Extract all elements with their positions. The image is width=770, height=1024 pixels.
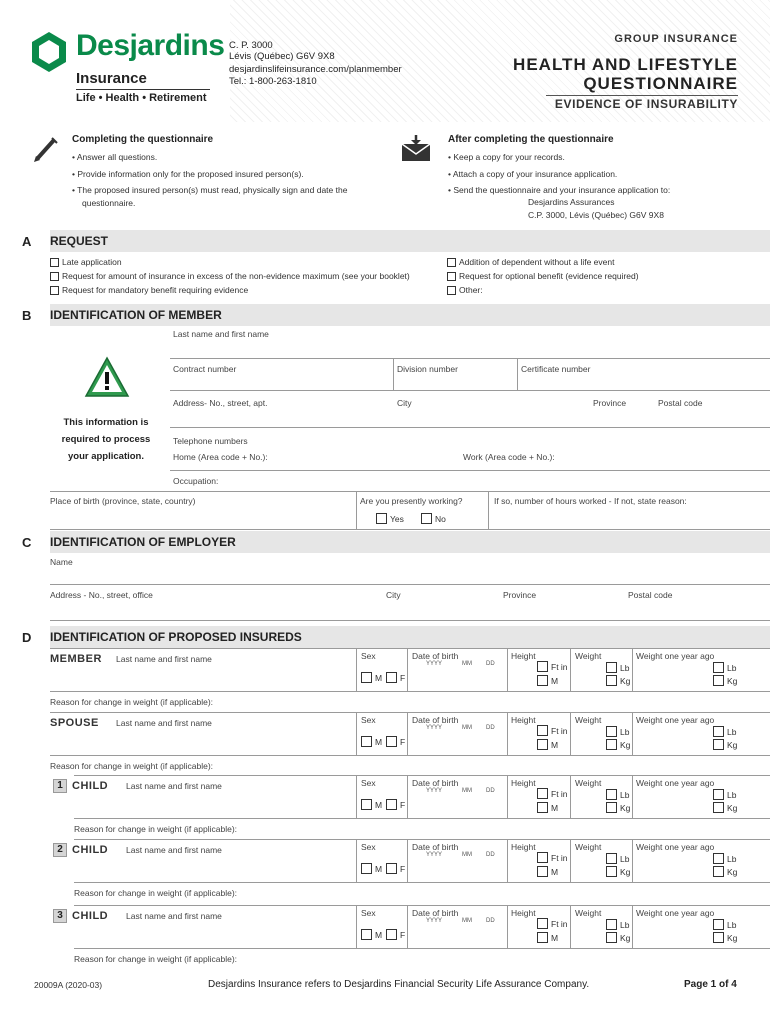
working-no-checkbox[interactable]: [421, 513, 432, 524]
insured-relation: CHILD: [72, 844, 109, 856]
height-metre-checkbox[interactable]: [537, 932, 548, 943]
divider: [74, 818, 770, 819]
divider: [407, 648, 408, 691]
dob-year-label: YYYY: [426, 852, 443, 858]
warning-text: This information is required to process your application.: [61, 417, 151, 462]
insured-name-label: Last name and first name: [116, 718, 212, 728]
section-d-letter: D: [22, 630, 32, 645]
height-ftin-checkbox[interactable]: [537, 661, 548, 672]
insured-relation: CHILD: [72, 910, 109, 922]
optional-benefit-checkbox[interactable]: [447, 272, 456, 281]
address-label: Address- No., street, apt.: [173, 398, 268, 408]
dob-year-label: YYYY: [426, 725, 443, 731]
height-metre-checkbox[interactable]: [537, 739, 548, 750]
divider: [517, 358, 518, 390]
envelope-icon: [400, 134, 432, 162]
dob-day-label: DD: [486, 788, 495, 794]
divider: [50, 529, 770, 530]
sex-male-checkbox[interactable]: [361, 672, 372, 683]
other-checkbox[interactable]: [447, 286, 456, 295]
employer-province-label: Province: [503, 590, 537, 600]
divider: [632, 648, 633, 691]
logo-name: Desjardins: [76, 29, 225, 62]
division-label: Division number: [397, 364, 458, 374]
weight-label: Weight: [575, 651, 602, 661]
weight-ago-lb-option[interactable]: Lb: [713, 853, 736, 864]
excess-amount-checkbox[interactable]: [50, 272, 59, 281]
divider: [507, 905, 508, 948]
divider: [632, 775, 633, 818]
divider: [407, 712, 408, 755]
weight-ago-kg-option[interactable]: Kg: [713, 932, 737, 943]
divider: [570, 712, 571, 755]
sex-male-checkbox[interactable]: [361, 799, 372, 810]
sex-female-checkbox[interactable]: [386, 863, 397, 874]
height-metre-option[interactable]: M: [537, 866, 558, 877]
divider: [407, 905, 408, 948]
child-number-badge: 3: [53, 909, 67, 923]
completing-item-1: • Answer all questions.: [72, 152, 158, 162]
divider: [507, 839, 508, 882]
dob-label: Date of birth: [412, 651, 459, 661]
section-a-band: [50, 230, 770, 252]
title-line1: HEALTH AND LIFESTYLE: [513, 55, 738, 74]
completing-item-2: • Provide information only for the proposed insured person(s).: [72, 169, 304, 179]
section-b-title: IDENTIFICATION OF MEMBER: [50, 308, 222, 322]
weight-label: Weight: [575, 778, 602, 788]
section-a-letter: A: [22, 234, 32, 249]
weight-change-reason-label: Reason for change in weight (if applicable):: [50, 761, 214, 771]
page-title: [478, 55, 738, 93]
sex-female-checkbox[interactable]: [386, 929, 397, 940]
divider: [356, 712, 357, 755]
height-metre-checkbox[interactable]: [537, 866, 548, 877]
weight-ago-kg-checkbox[interactable]: [713, 675, 724, 686]
divider: [507, 775, 508, 818]
weight-lb-checkbox[interactable]: [606, 726, 617, 737]
employer-postal-label: Postal code: [628, 590, 673, 600]
working-yes-checkbox[interactable]: [376, 513, 387, 524]
insured-name-label: Last name and first name: [126, 845, 222, 855]
height-metre-checkbox[interactable]: [537, 802, 548, 813]
weight-ago-lb-checkbox[interactable]: [713, 789, 724, 800]
sex-male-checkbox[interactable]: [361, 863, 372, 874]
height-label: Height: [511, 715, 536, 725]
weight-kg-checkbox[interactable]: [606, 802, 617, 813]
divider: [632, 839, 633, 882]
weight-lb-checkbox[interactable]: [606, 919, 617, 930]
subtitle-rule: [546, 95, 738, 96]
divider: [570, 839, 571, 882]
divider: [356, 839, 357, 882]
postal-label: Postal code: [658, 398, 703, 408]
divider: [356, 648, 357, 691]
sex-male-option[interactable]: M: [361, 929, 382, 940]
sex-label: Sex: [361, 778, 376, 788]
warning-icon: [84, 356, 130, 398]
member-name-label: Last name and first name: [173, 329, 269, 339]
dob-month-label: MM: [462, 725, 472, 731]
province-label: Province: [593, 398, 627, 408]
sex-male-option[interactable]: M: [361, 672, 382, 683]
divider: [507, 648, 508, 691]
dob-month-label: MM: [462, 852, 472, 858]
height-metre-option[interactable]: M: [537, 932, 558, 943]
mandatory-benefit-option[interactable]: Request for mandatory benefit requiring evidence: [50, 285, 248, 295]
divider: [507, 712, 508, 755]
completing-title: Completing the questionnaire: [72, 134, 214, 145]
sex-male-option[interactable]: M: [361, 863, 382, 874]
after-title: After completing the questionnaire: [448, 134, 614, 145]
logo-sub: Insurance: [76, 70, 147, 87]
dob-year-label: YYYY: [426, 661, 443, 667]
dob-day-label: DD: [486, 852, 495, 858]
insured-top-rule: [50, 712, 770, 713]
insured-name-label: Last name and first name: [126, 911, 222, 921]
insured-relation: SPOUSE: [50, 717, 99, 729]
excess-amount-option[interactable]: Request for amount of insurance in excess of the non-evidence maximum (see your booklet): [50, 271, 410, 281]
sex-label: Sex: [361, 842, 376, 852]
website: desjardinslifeinsurance.com/planmember: [229, 64, 402, 75]
form-code: 20009A (2020-03): [34, 980, 103, 990]
weight-ago-label: Weight one year ago: [636, 908, 715, 918]
weight-label: Weight: [575, 908, 602, 918]
height-ftin-checkbox[interactable]: [537, 725, 548, 736]
contract-label: Contract number: [173, 364, 237, 374]
address-line1: C. P. 3000: [229, 40, 273, 51]
weight-lb-option[interactable]: Lb: [606, 853, 629, 864]
employer-city-label: City: [386, 590, 401, 600]
weight-kg-option[interactable]: Kg: [606, 932, 630, 943]
divider: [170, 358, 770, 359]
divider: [170, 390, 770, 391]
child-number-badge: 1: [53, 779, 67, 793]
dob-day-label: DD: [486, 661, 495, 667]
height-metre-checkbox[interactable]: [537, 675, 548, 686]
divider: [50, 755, 770, 756]
weight-ago-lb-option[interactable]: Lb: [713, 789, 736, 800]
occupation-label: Occupation:: [173, 476, 219, 486]
weight-lb-option[interactable]: Lb: [606, 919, 629, 930]
section-c-title: IDENTIFICATION OF EMPLOYER: [50, 535, 236, 549]
address-line2: Lévis (Québec) G6V 9X8: [229, 51, 335, 62]
weight-ago-kg-option[interactable]: Kg: [713, 675, 737, 686]
dob-label: Date of birth: [412, 842, 459, 852]
employer-name-label: Name: [50, 557, 73, 567]
insured-name-label: Last name and first name: [126, 781, 222, 791]
height-ftin-option[interactable]: Ft in: [537, 788, 568, 799]
insured-name-label: Last name and first name: [116, 654, 212, 664]
divider: [356, 905, 357, 948]
sex-female-checkbox[interactable]: [386, 736, 397, 747]
height-label: Height: [511, 842, 536, 852]
sex-female-checkbox[interactable]: [386, 799, 397, 810]
height-label: Height: [511, 778, 536, 788]
height-label: Height: [511, 651, 536, 661]
sex-male-option[interactable]: M: [361, 736, 382, 747]
sex-female-option[interactable]: F: [386, 863, 405, 874]
sex-female-checkbox[interactable]: [386, 672, 397, 683]
insured-top-rule: [74, 775, 770, 776]
sex-female-option[interactable]: F: [386, 672, 405, 683]
page-number: Page 1 of 4: [684, 979, 737, 990]
weight-ago-kg-checkbox[interactable]: [713, 866, 724, 877]
height-ftin-checkbox[interactable]: [537, 918, 548, 929]
add-dependent-checkbox[interactable]: [447, 258, 456, 267]
weight-ago-kg-checkbox[interactable]: [713, 739, 724, 750]
weight-change-reason-label: Reason for change in weight (if applicable):: [74, 824, 238, 834]
logo-tagline: Life • Health • Retirement: [76, 92, 207, 104]
dob-month-label: MM: [462, 661, 472, 667]
divider: [50, 491, 770, 492]
height-metre-option[interactable]: M: [537, 675, 558, 686]
dob-label: Date of birth: [412, 908, 459, 918]
weight-lb-option[interactable]: Lb: [606, 726, 629, 737]
divider: [170, 470, 770, 471]
weight-ago-label: Weight one year ago: [636, 778, 715, 788]
weight-change-reason-label: Reason for change in weight (if applicable):: [50, 697, 214, 707]
divider: [570, 905, 571, 948]
weight-lb-checkbox[interactable]: [606, 662, 617, 673]
working-question: Are you presently working?: [360, 496, 463, 506]
sex-female-option[interactable]: F: [386, 799, 405, 810]
divider: [50, 620, 770, 621]
weight-ago-kg-option[interactable]: Kg: [713, 866, 737, 877]
birthplace-label: Place of birth (province, state, country): [50, 496, 196, 506]
weight-kg-option[interactable]: Kg: [606, 675, 630, 686]
working-yes-option[interactable]: Yes: [376, 513, 404, 524]
sex-male-checkbox[interactable]: [361, 736, 372, 747]
weight-ago-lb-option[interactable]: Lb: [713, 662, 736, 673]
weight-lb-option[interactable]: Lb: [606, 662, 629, 673]
insured-top-rule: [74, 839, 770, 840]
weight-ago-lb-checkbox[interactable]: [713, 662, 724, 673]
weight-kg-option[interactable]: Kg: [606, 866, 630, 877]
add-dependent-option[interactable]: Addition of dependent without a life event: [447, 257, 614, 267]
height-ftin-option[interactable]: Ft in: [537, 661, 568, 672]
dob-day-label: DD: [486, 725, 495, 731]
divider: [50, 584, 770, 585]
weight-kg-option[interactable]: Kg: [606, 739, 630, 750]
dob-day-label: DD: [486, 918, 495, 924]
work-phone-label: Work (Area code + No.):: [463, 452, 555, 462]
weight-ago-kg-option[interactable]: Kg: [713, 739, 737, 750]
height-ftin-checkbox[interactable]: [537, 788, 548, 799]
weight-kg-checkbox[interactable]: [606, 866, 617, 877]
telephone-label: Telephone numbers: [173, 436, 248, 446]
height-ftin-checkbox[interactable]: [537, 852, 548, 863]
after-item-5: C.P. 3000, Lévis (Québec) G6V 9X8: [528, 210, 664, 220]
sex-label: Sex: [361, 651, 376, 661]
divider: [393, 358, 394, 390]
child-number-badge: 2: [53, 843, 67, 857]
sex-label: Sex: [361, 908, 376, 918]
weight-ago-lb-option[interactable]: Lb: [713, 726, 736, 737]
after-item-3: • Send the questionnaire and your insurance application to:: [448, 185, 671, 195]
weight-ago-label: Weight one year ago: [636, 715, 715, 725]
weight-ago-label: Weight one year ago: [636, 842, 715, 852]
divider: [570, 775, 571, 818]
late-application-option[interactable]: Late application: [50, 257, 122, 267]
divider: [570, 648, 571, 691]
insured-top-rule: [50, 648, 770, 649]
group-insurance-label: GROUP INSURANCE: [614, 33, 738, 45]
hours-label: If so, number of hours worked - If not, state reason:: [494, 496, 687, 506]
height-metre-option[interactable]: M: [537, 802, 558, 813]
insured-top-rule: [74, 905, 770, 906]
sex-label: Sex: [361, 715, 376, 725]
divider: [632, 712, 633, 755]
mandatory-benefit-checkbox[interactable]: [50, 286, 59, 295]
section-c-letter: C: [22, 535, 32, 550]
divider: [407, 775, 408, 818]
certificate-label: Certificate number: [521, 364, 591, 374]
sex-male-option[interactable]: M: [361, 799, 382, 810]
weight-kg-checkbox[interactable]: [606, 739, 617, 750]
footer-note: Desjardins Insurance refers to Desjardins Financial Security Life Assurance Company.: [208, 979, 590, 990]
section-a-title: REQUEST: [50, 234, 109, 248]
weight-ago-kg-checkbox[interactable]: [713, 932, 724, 943]
height-label: Height: [511, 908, 536, 918]
divider: [74, 882, 770, 883]
divider: [356, 775, 357, 818]
height-ftin-option[interactable]: Ft in: [537, 852, 568, 863]
weight-ago-lb-checkbox[interactable]: [713, 919, 724, 930]
dob-month-label: MM: [462, 788, 472, 794]
completing-item-3: • The proposed insured person(s) must read, physically sign and date the: [72, 185, 348, 195]
divider: [356, 491, 357, 529]
weight-kg-option[interactable]: Kg: [606, 802, 630, 813]
weight-ago-kg-checkbox[interactable]: [713, 802, 724, 813]
weight-ago-lb-checkbox[interactable]: [713, 726, 724, 737]
weight-change-reason-label: Reason for change in weight (if applicable):: [74, 954, 238, 964]
late-application-checkbox[interactable]: [50, 258, 59, 267]
dob-year-label: YYYY: [426, 918, 443, 924]
other-option[interactable]: Other:: [447, 285, 483, 295]
home-phone-label: Home (Area code + No.):: [173, 452, 268, 462]
after-item-2: • Attach a copy of your insurance application.: [448, 169, 618, 179]
title-line2: QUESTIONNAIRE: [583, 74, 738, 93]
logo-divider: [76, 89, 210, 90]
desjardins-logo-icon: [30, 31, 68, 73]
weight-kg-checkbox[interactable]: [606, 675, 617, 686]
weight-ago-kg-option[interactable]: Kg: [713, 802, 737, 813]
working-no-option[interactable]: No: [421, 513, 446, 524]
weight-ago-lb-checkbox[interactable]: [713, 853, 724, 864]
city-label: City: [397, 398, 412, 408]
after-item-1: • Keep a copy for your records.: [448, 152, 565, 162]
dob-label: Date of birth: [412, 778, 459, 788]
insured-relation: MEMBER: [50, 653, 102, 665]
section-b-letter: B: [22, 308, 32, 323]
pencil-icon: [32, 132, 60, 164]
insured-relation: CHILD: [72, 780, 109, 792]
sex-male-checkbox[interactable]: [361, 929, 372, 940]
height-metre-option[interactable]: M: [537, 739, 558, 750]
dob-year-label: YYYY: [426, 788, 443, 794]
sex-female-option[interactable]: F: [386, 929, 405, 940]
divider: [74, 948, 770, 949]
sex-female-option[interactable]: F: [386, 736, 405, 747]
divider: [407, 839, 408, 882]
weight-label: Weight: [575, 715, 602, 725]
height-ftin-option[interactable]: Ft in: [537, 725, 568, 736]
weight-kg-checkbox[interactable]: [606, 932, 617, 943]
divider: [632, 905, 633, 948]
after-item-4: Desjardins Assurances: [528, 197, 615, 207]
completing-item-3-cont: questionnaire.: [82, 198, 136, 208]
height-ftin-option[interactable]: Ft in: [537, 918, 568, 929]
weight-label: Weight: [575, 842, 602, 852]
divider: [50, 691, 770, 692]
section-d-title: IDENTIFICATION OF PROPOSED INSUREDS: [50, 630, 302, 644]
weight-ago-label: Weight one year ago: [636, 651, 715, 661]
divider: [170, 427, 770, 428]
dob-month-label: MM: [462, 918, 472, 924]
employer-address-label: Address - No., street, office: [50, 590, 153, 600]
dob-label: Date of birth: [412, 715, 459, 725]
weight-lb-checkbox[interactable]: [606, 853, 617, 864]
weight-lb-option[interactable]: Lb: [606, 789, 629, 800]
weight-lb-checkbox[interactable]: [606, 789, 617, 800]
weight-change-reason-label: Reason for change in weight (if applicable):: [74, 888, 238, 898]
weight-ago-lb-option[interactable]: Lb: [713, 919, 736, 930]
page-subtitle: EVIDENCE OF INSURABILITY: [554, 97, 738, 111]
phone: Tel.: 1-800-263-1810: [229, 76, 317, 87]
optional-benefit-option[interactable]: Request for optional benefit (evidence required): [447, 271, 639, 281]
divider: [488, 491, 489, 529]
